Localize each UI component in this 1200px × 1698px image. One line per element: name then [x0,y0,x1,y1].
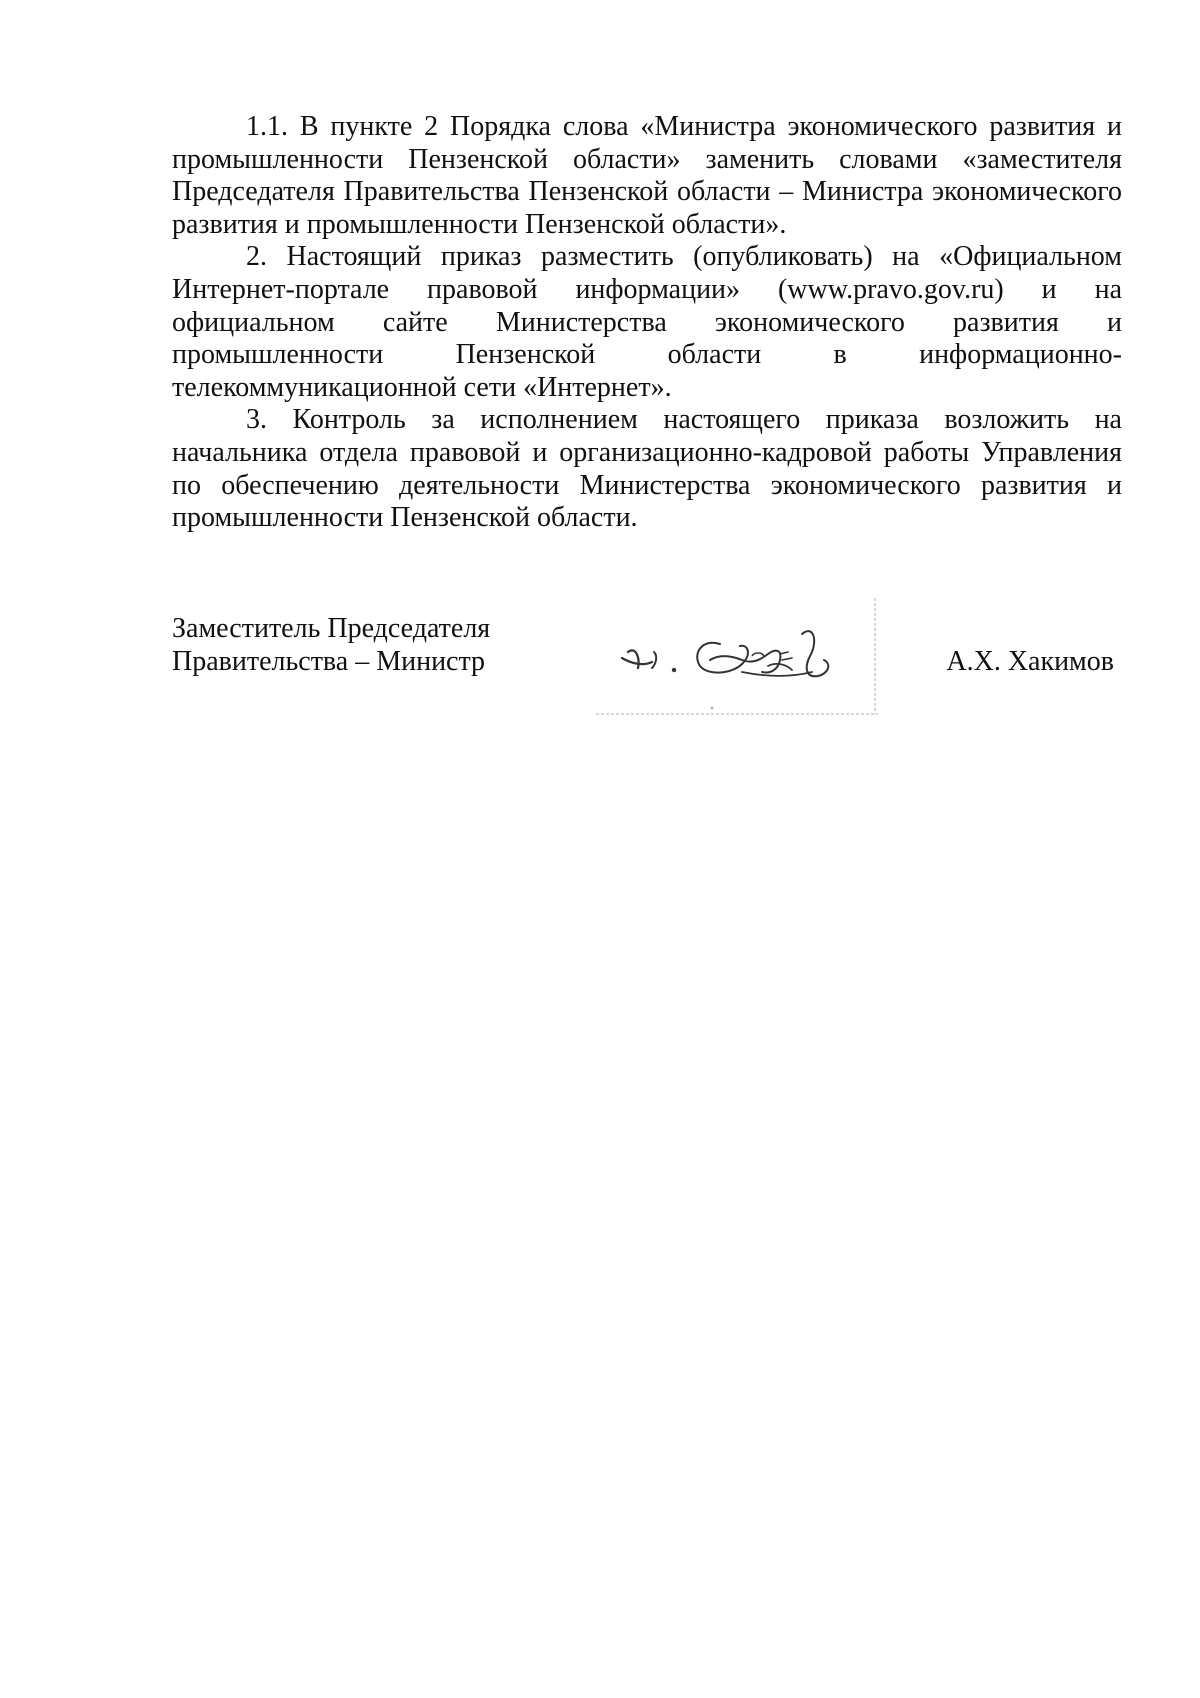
signatory-title [172,612,490,678]
handwritten-signature [592,594,882,724]
signatory-name: А.Х. Хакимов [946,646,1114,677]
paragraph-1-1: 1.1. В пункте 2 Порядка слова «Министра экономического развития и промышленности Пензенской области» заменить словами «заместителя Председателя Правительства Пензенской области – Министра экономического развития и промышленности Пензенской области». [172,111,1122,240]
signature-block [172,612,1122,742]
signatory-title-line-2: Правительства – Министр [172,646,486,677]
paragraph-2: 2. Настоящий приказ разместить (опубликовать) на «Официальном Интернет-портале правовой информации» (www.pravo.gov.ru) и на официальном сайте Министерства экономического развития и промышленности Пензенской области в информационно-телекоммуникационной сети «Интернет». [172,241,1122,403]
document-body [172,111,1122,535]
paragraph-3: 3. Контроль за исполнением настоящего приказа возложить на начальника отдела правовой и организационно-кадровой работы Управления по обеспечению деятельности Министерства экономического развития и промышленности Пензенской области. [172,404,1122,534]
signatory-title-line-1: Заместитель Председателя [172,613,491,644]
